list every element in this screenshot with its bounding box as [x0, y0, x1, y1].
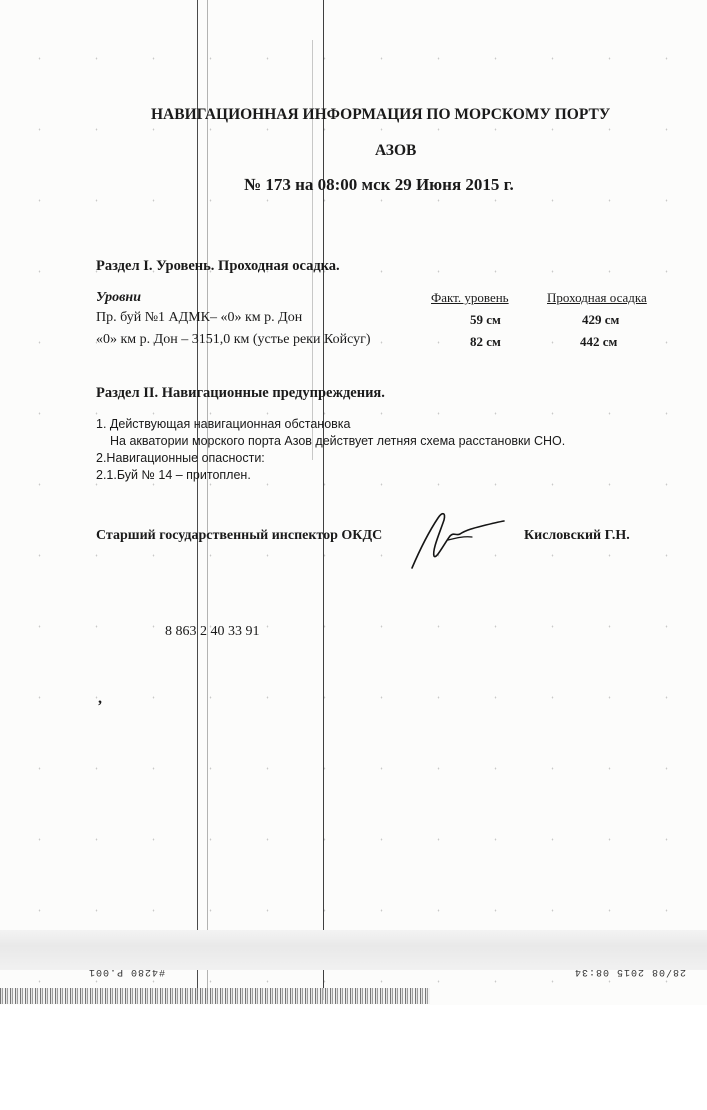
fax-edge-stripe [0, 988, 430, 1004]
fax-timestamp: 28/08 2015 08:34 [574, 966, 687, 977]
section1-heading: Раздел I. Уровень. Проходная осадка. [96, 258, 340, 274]
warning-line: 2.Навигационные опасности: [96, 451, 265, 465]
table-row-name: «0» км р. Дон – 3151,0 км (устье реки Койсуг) [96, 332, 371, 347]
handwritten-signature [404, 506, 508, 574]
stray-mark: , [98, 690, 102, 707]
inspector-name: Кисловский Г.Н. [524, 528, 630, 543]
scan-line [323, 0, 324, 1000]
column-header-fact-level: Факт. уровень [431, 290, 509, 305]
scan-line [207, 0, 208, 1000]
table-row-draft: 442 см [580, 334, 618, 349]
table-row-draft: 429 см [582, 312, 620, 327]
fax-page-id: #4280 P.001 [88, 966, 166, 977]
inspector-position: Старший государственный инспектор ОКДС [96, 528, 383, 543]
table-row-fact: 82 см [470, 334, 501, 349]
table-row-fact: 59 см [470, 312, 501, 327]
section2-heading: Раздел II. Навигационные предупреждения. [96, 385, 385, 401]
warning-line: 1. Действующая навигационная обстановка [96, 417, 351, 431]
phone-number: 8 863 2 40 33 91 [165, 624, 260, 639]
scan-band [0, 930, 707, 970]
column-header-draft: Проходная осадка [547, 290, 647, 305]
column-header-levels: Уровни [96, 290, 141, 305]
table-row-name: Пр. буй №1 АДМК– «0» км р. Дон [96, 310, 303, 325]
port-name: АЗОВ [375, 142, 417, 159]
scan-line [197, 0, 198, 1000]
warning-line: 2.1.Буй № 14 – притоплен. [96, 468, 251, 482]
bulletin-number-date: № 173 на 08:00 мск 29 Июня 2015 г. [244, 175, 514, 194]
warning-line: На акватории морского порта Азов действует летняя схема расстановки СНО. [110, 434, 566, 448]
document-title: НАВИГАЦИОННАЯ ИНФОРМАЦИЯ ПО МОРСКОМУ ПОРТУ [151, 106, 611, 123]
